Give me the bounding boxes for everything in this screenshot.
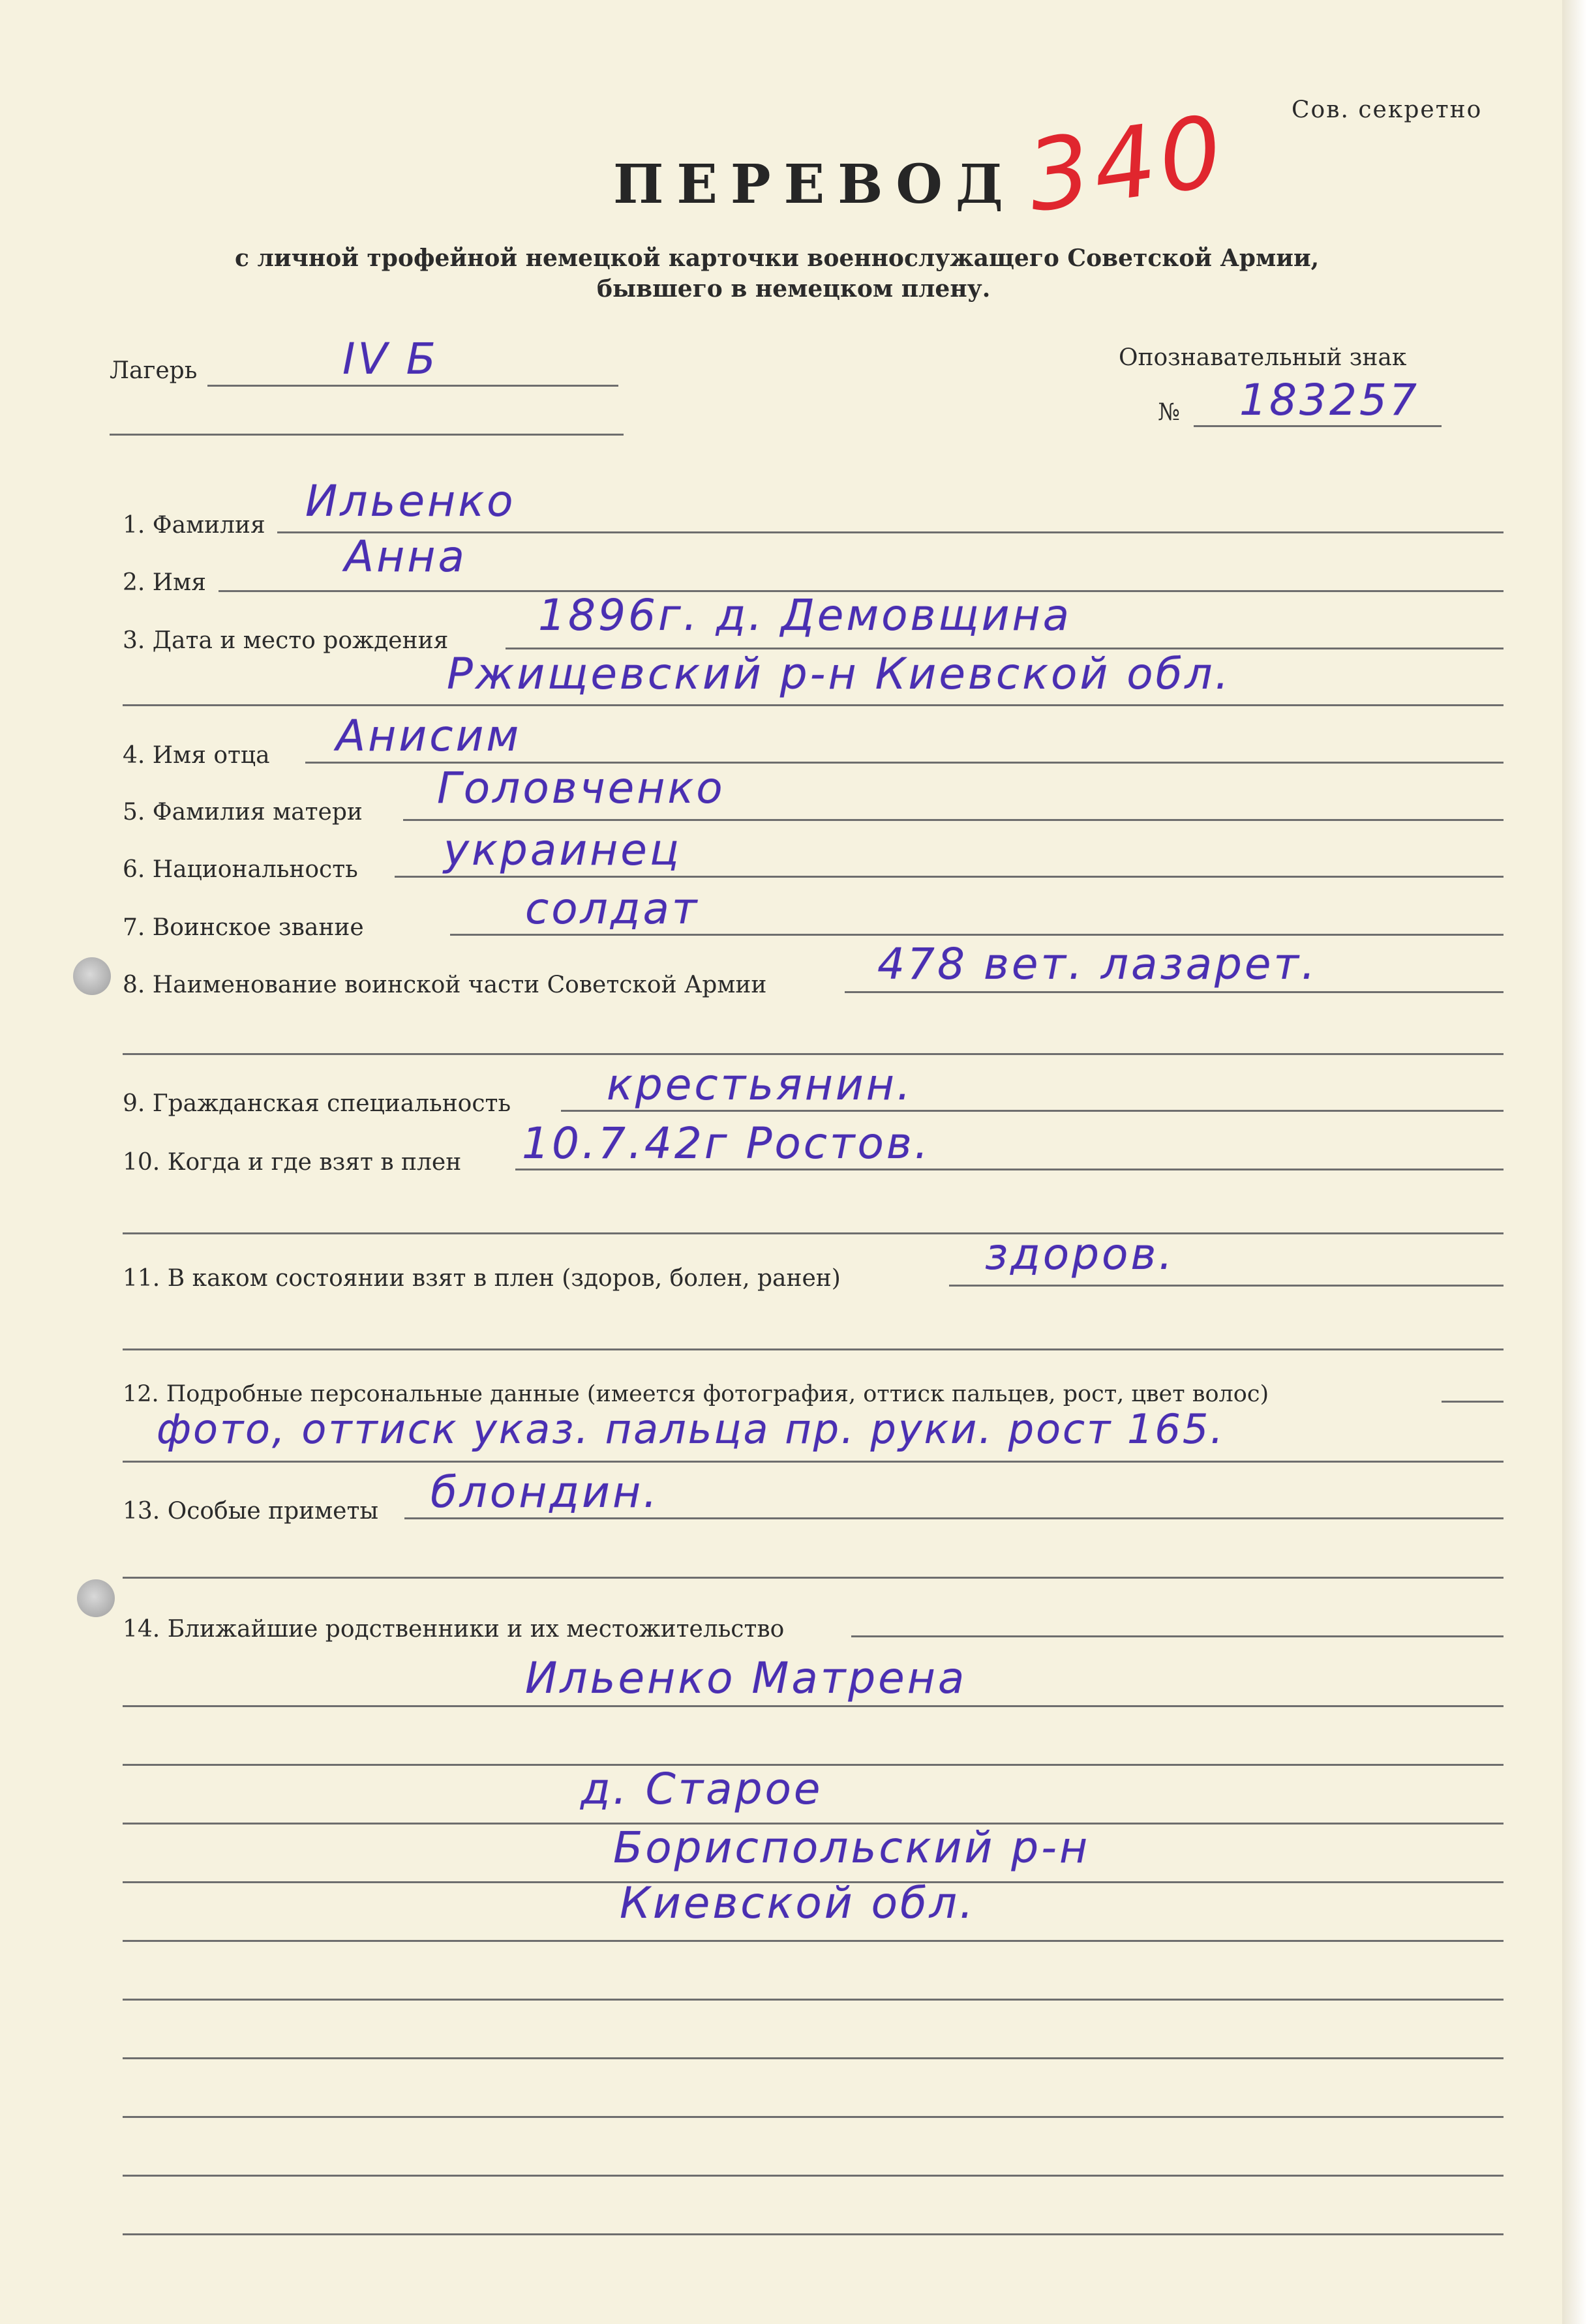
field-13-underline [404,1517,1504,1519]
field-5-label: 5. Фамилия матери [123,799,363,826]
field-9-underline [561,1110,1504,1112]
field-2-label: 2. Имя [123,569,206,596]
field-14-underline-7 [123,1999,1504,2001]
field-7-underline [450,934,1504,936]
field-10-value: 10.7.42г Ростов. [522,1118,931,1169]
field-6-label: 6. Национальность [123,856,358,883]
field-3-label: 3. Дата и место рождения [123,627,449,654]
field-3-underline-2 [123,704,1504,706]
field-4-label: 4. Имя отца [123,742,270,769]
field-8-value: 478 вет. лазарет. [877,939,1318,989]
field-10-underline-2 [123,1232,1504,1234]
field-14-value-line-4: Киевской обл. [620,1878,976,1928]
subtitle-line-1: с личной трофейной немецкой карточки военнослужащего Советской Армии, [235,245,1320,272]
field-14-value-line-1: Ильенко Матрена [525,1653,967,1703]
field-2-value: Анна [344,531,467,582]
camp-underline [207,385,618,387]
camp-underline-2 [110,434,624,436]
field-1-label: 1. Фамилия [123,512,265,539]
tag-underline [1194,425,1442,427]
tag-label: Опознавательный знак [1119,344,1407,371]
field-13-label: 13. Особые приметы [123,1498,379,1525]
field-14-label: 14. Ближайшие родственники и их местожительство [123,1616,785,1643]
field-6-underline [395,876,1504,878]
field-14-value-line-3: Бориспольский р-н [613,1823,1091,1873]
field-3-value-line-2: Ржищевский р-н Киевской обл. [447,649,1232,699]
field-11-underline [949,1285,1504,1287]
field-11-value: здоров. [985,1229,1175,1279]
field-5-underline [403,819,1504,821]
field-10-label: 10. Когда и где взят в плен [123,1149,462,1176]
field-14-underline-8 [123,2057,1504,2059]
field-8-underline-2 [123,1053,1504,1055]
field-12-value: фото, оттиск указ. пальца пр. руки. рост 165. [157,1405,1225,1453]
field-14-underline-6 [123,1940,1504,1942]
punch-hole-bottom [77,1579,115,1617]
field-12-label: 12. Подробные персональные данные (имеется фотография, оттиск пальцев, рост, цвет волос) [123,1381,1269,1407]
field-4-value: Анисим [336,711,522,761]
field-9-label: 9. Гражданская специальность [123,1090,511,1117]
field-8-label: 8. Наименование воинской части Советской Армии [123,972,767,998]
field-13-underline-2 [123,1577,1504,1579]
punch-hole-top [73,957,111,995]
field-9-value: крестьянин. [607,1060,913,1110]
tag-value: 183257 [1239,375,1419,425]
field-7-label: 7. Воинское звание [123,914,364,941]
scan-edge [1562,0,1587,2324]
field-11-label: 11. В каком состоянии взят в плен (здоров, болен, ранен) [123,1265,841,1292]
field-13-value: блондин. [431,1467,660,1517]
field-5-value: Головченко [437,763,725,813]
field-14-underline-11 [123,2233,1504,2235]
field-3-value-line-1: 1896г. д. Демовщина [538,590,1072,640]
camp-label: Лагерь [110,357,198,384]
camp-value: IV Б [342,334,438,384]
field-14-underline [851,1635,1504,1637]
field-14-value-line-2: д. Старое [581,1764,823,1814]
field-14-underline-10 [123,2175,1504,2177]
field-12-underline [1442,1401,1504,1403]
tag-number-label: № [1158,399,1181,426]
field-7-value: солдат [525,884,700,934]
field-10-underline [515,1169,1504,1170]
classification-mark: Сов. секретно [1292,97,1483,123]
subtitle-line-2: бывшего в немецком плену. [597,275,991,303]
field-12-underline-2 [123,1461,1504,1463]
field-8-underline [845,991,1504,993]
field-1-value: Ильенко [305,476,516,526]
page-title: ПЕРЕВОД [613,153,1016,216]
field-6-value: украинец [444,825,682,875]
field-14-underline-9 [123,2116,1504,2118]
field-11-underline-2 [123,1348,1504,1350]
field-14-underline-2 [123,1705,1504,1707]
stamp-number: 340 [1020,94,1233,235]
